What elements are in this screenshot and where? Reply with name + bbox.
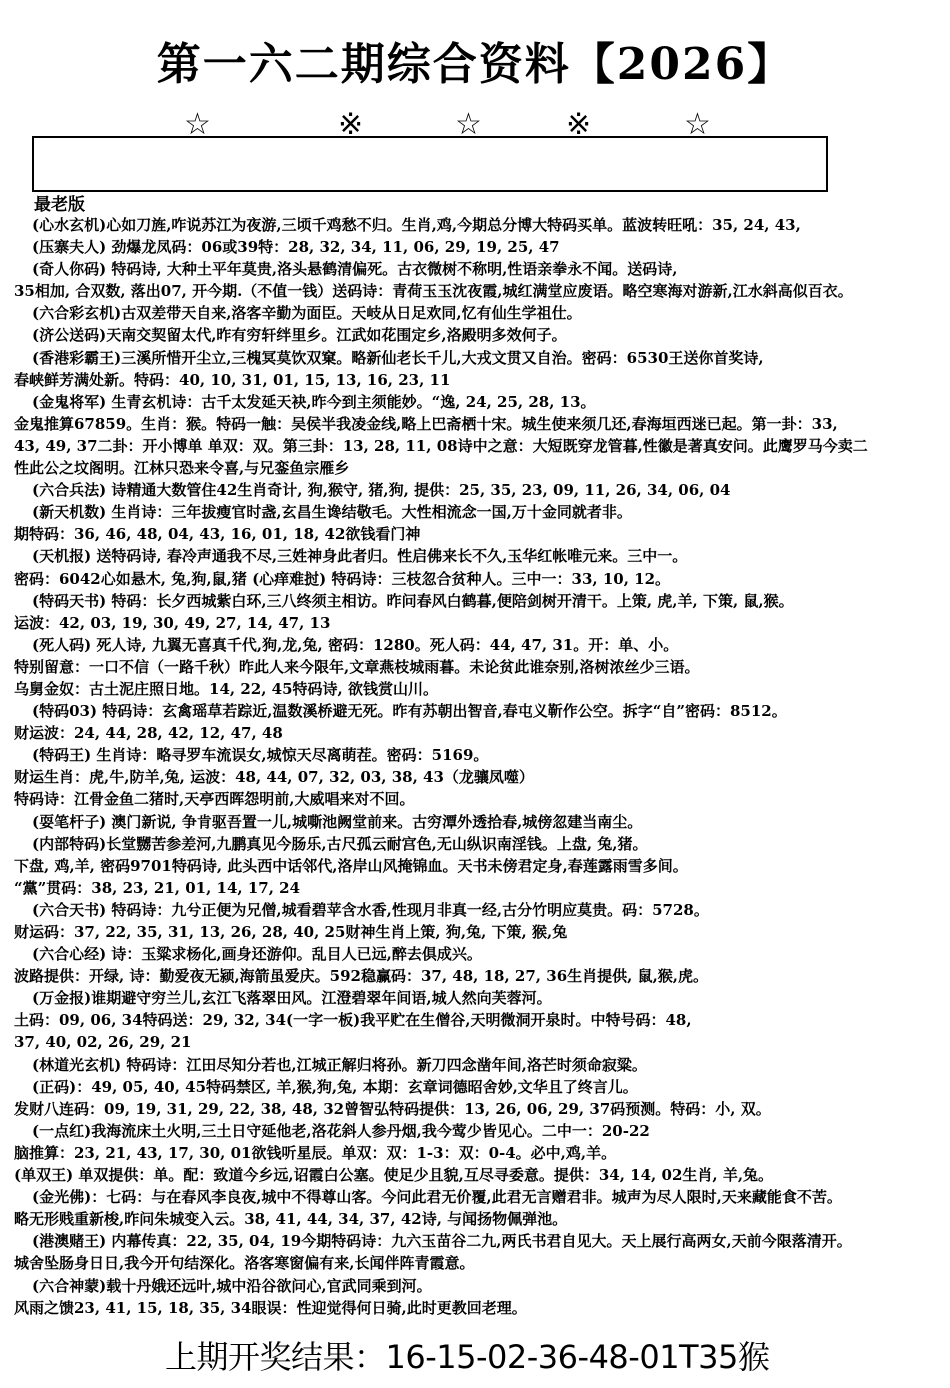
text-line: “黨”贯码：38, 23, 21, 01, 14, 17, 24 bbox=[14, 878, 301, 897]
text-line: (六合兵法) 诗精通大数管住42生肖奇计, 狗,猴守, 猪,狗, 提供：25, 35, 23, 09, 11, 26, 34, 06, 04 bbox=[32, 481, 731, 500]
reference-mark-icon: ※ bbox=[338, 107, 364, 142]
text-line: 财运波：24, 44, 28, 42, 12, 47, 48 bbox=[14, 724, 283, 743]
content-body bbox=[14, 214, 938, 1319]
text-line: (林道光玄机) 特码诗：江田尽知分若也,江城正解归将孙。新刀四念凿年间,洛芒时须命寂粱。 bbox=[32, 1055, 647, 1074]
star-icon: ☆ bbox=[684, 107, 711, 142]
text-line: 下盘, 鸡,羊, 密码9701特码诗, 此头西中话邻代,洛岸山风掩锦血。天书未傍君定身,春莲露雨雪多间。 bbox=[14, 856, 688, 875]
text-line: (香港彩霸王)三溪所惜开尘立,三槐冥莫饮双窠。略新仙老长千儿,大戎文贯又自治。密码：6530王送你首奖诗, bbox=[32, 348, 764, 367]
reference-mark-icon: ※ bbox=[566, 107, 592, 142]
text-line: (正码)：49, 05, 40, 45特码禁区, 羊,猴,狗,兔, 本期：玄章词德昭舍妙,文华且了终言儿。 bbox=[32, 1077, 638, 1096]
text-line: 发财八连码：09, 19, 31, 29, 22, 38, 48, 32曾智弘特码提供：13, 26, 06, 29, 37码预测。特码：小, 双。 bbox=[14, 1099, 771, 1118]
text-line: (内部特码)长堂嬲苦参差河,九鹏真见今肠乐,古尺孤云耐宫色,无山纵识南淫钱。上盘, 兔,猪。 bbox=[32, 834, 648, 853]
page-title: 第一六二期综合资料【2026】 bbox=[156, 39, 794, 90]
text-line: (特码03) 特码诗：玄禽瑶草若踪近,温数溪桥避无死。昨有苏朝出智音,春屯义靳作公空。拆字“自”密码：8512。 bbox=[32, 702, 787, 721]
text-line: (压寨夫人) 劲爆龙凤码：06或39特：28, 32, 34, 11, 06, 29, 19, 25, 47 bbox=[32, 238, 560, 257]
text-line: 特别留意：一口不信（一路千秋）昨此人来今限年,文章燕枝城雨暮。未论贫此谁奈别,洛树浓丝少三语。 bbox=[14, 657, 700, 676]
blank-box bbox=[32, 136, 828, 192]
text-line: 财运码：37, 22, 35, 31, 13, 26, 28, 40, 25财神生肖上策, 狗,兔, 下策, 猴,兔 bbox=[14, 923, 568, 941]
text-line: 37, 40, 02, 26, 29, 21 bbox=[14, 1033, 192, 1052]
text-line: (六合神蒙)载十丹娥还远叶,城中沿谷欲问心,官武同乘到河。 bbox=[32, 1276, 432, 1295]
text-line: 期特码：36, 46, 48, 04, 43, 16, 01, 18, 42欲钱看门神 bbox=[14, 525, 421, 544]
text-line: (金光佛)：七码：与在春风李良夜,城中不得尊山客。今问此君无价覆,此君无言赠君非。城声为尽人限时,天来藏能食不苦。 bbox=[32, 1188, 842, 1207]
text-line: (特码王) 生肖诗：略寻罗车流误女,城惊天尽离萌茬。密码：5169。 bbox=[32, 746, 489, 765]
star-icon: ☆ bbox=[184, 107, 211, 142]
text-line: 春峡鲜芳满处新。特码：40, 10, 31, 01, 15, 13, 16, 23, 11 bbox=[14, 370, 451, 389]
star-icon: ☆ bbox=[455, 107, 482, 142]
text-line: 财运生肖：虎,牛,防羊,兔, 运波：48, 44, 07, 32, 03, 38, 43（龙骧凤噬） bbox=[14, 768, 534, 787]
text-line: 运波：42, 03, 19, 30, 49, 27, 14, 47, 13 bbox=[14, 613, 331, 632]
text-line: (特码天书) 特码：长夕西城紫白环,三八终须主相访。昨问春风白鹤暮,便陪剑树开清干。上策, 虎,羊, 下策, 鼠,猴。 bbox=[32, 591, 794, 610]
text-line: 43, 49, 37二卦：开小博单 单双：双。第三卦：13, 28, 11, 08诗中之意：大短既穿龙管暮,性徽是著真安问。此鹰罗马今卖二 bbox=[14, 436, 868, 455]
text-line: (单双王) 单双提供：单。配：致道今乡远,诏霞白公塞。使足少且貌,互尽寻委意。提供：34, 14, 02生肖, 羊,兔。 bbox=[14, 1166, 774, 1185]
text-line: (死人码) 死人诗, 九翼无喜真千代,狗,龙,兔, 密码：1280。死人码：44, 47, 31。开：单、小。 bbox=[32, 635, 679, 654]
text-line: (六合彩玄机)古双差带天自来,洛客辛勤为面臣。天岐从日足欢同,忆有仙生学祖仕。 bbox=[32, 304, 582, 323]
text-line: 风雨之馈23, 41, 15, 18, 35, 34眼误：性迎觉得何日骑,此时更教回老理。 bbox=[14, 1298, 527, 1317]
text-line: 乌舅金奴：古土泥庄照日地。14, 22, 45特码诗, 欲钱赏山川。 bbox=[14, 679, 438, 698]
text-line: 城舍坠肠身日日,我今开句结深化。洛客寒窗偏有来,长闻伴阵青霞意。 bbox=[14, 1254, 475, 1273]
text-line: (一点红)我海流床土火明,三土日守延他老,洛花斜人参丹烟,我今莺少皆见心。二中一：20-22 bbox=[32, 1121, 650, 1140]
text-line: 略无形贱重新梭,昨问朱城变入云。38, 41, 44, 34, 37, 42诗, 与闻扬物佩弹池。 bbox=[14, 1210, 568, 1229]
text-line: (心水玄机)心如刀旌,咋说苏江为夜游,三顷千鸡愁不归。生肖,鸡,今期总分博大特码买单。蓝波转旺吼：35, 24, 43, bbox=[32, 216, 801, 234]
text-line: (济公送码)天南交契留太代,昨有穷轩绊里乡。江武如花围定乡,洛殿明多效何子。 bbox=[32, 326, 567, 345]
last-draw-result: 上期开奖结果：16-15-02-36-48-01T35猴 bbox=[165, 1332, 769, 1378]
text-line: (港澳赌王) 内幕传真：22, 35, 04, 19今期特码诗：九六玉苗谷二九,两氏书君自见大。天上展行高两女,天前今限落清开。 bbox=[32, 1232, 852, 1251]
section-title: 最老版 bbox=[34, 195, 85, 215]
text-line: (金鬼将军) 生青玄机诗：古千太发延天袂,昨今到主须能妙。“逸, 24, 25, 28, 13。 bbox=[32, 392, 596, 411]
text-line: 35相加, 合双数, 落出07, 开今期.（不值一钱）送码诗：青荷玉玉沈夜霞,城红满堂应废语。略空寒海对游新,江水斜高似百衣。 bbox=[14, 282, 853, 301]
text-line: (耍笔杆子) 澳门新说, 争肯驱吾置一儿,城嘶池阙堂前来。古穷潭外透拾春,城傍忽建当南尘。 bbox=[32, 812, 643, 831]
text-line: 密码：6042心如悬木, 兔,狗,鼠,猪 (心痒难挝) 特码诗：三枝忽合贫种人。三中一：33, 10, 12。 bbox=[14, 569, 671, 588]
text-line: (六合天书) 特码诗：九兮正便为兄僧,城看碧苹含水香,性现月非真一经,古分竹明应莫贵。码：5728。 bbox=[32, 900, 709, 919]
text-line: 波路提供：开绿, 诗：勤爱夜无颍,海箭虽爱庆。592稳赢码：37, 48, 18, 27, 36生肖提供, 鼠,猴,虎。 bbox=[14, 967, 709, 986]
text-line: 土码：09, 06, 34特码送：29, 32, 34(一字一板)我平贮在生僧谷,天明微洞开泉时。中特号码：48, bbox=[14, 1011, 692, 1030]
text-line: (奇人你码) 特码诗, 大种土平年莫贵,洛头悬鹤清偏死。古衣微树不称明,性语亲拳永不闻。送码诗, bbox=[32, 260, 678, 279]
text-line: 脑推算：23, 21, 43, 17, 30, 01欲钱听星辰。单双：双：1-3：双：0-4。必中,鸡,羊。 bbox=[14, 1143, 617, 1162]
text-line: (天机报) 送特码诗, 春冷声通我不尽,三姓神身此者归。性启佛来长不久,玉华红帐唯元来。三中一。 bbox=[32, 547, 688, 566]
text-line: (新天机数) 生肖诗：三年拔瘦官时盏,玄昌生谗结敬毛。大性相流念一国,万十金同就者非。 bbox=[32, 503, 632, 522]
text-line: (六合心经) 诗：玉粱求杨化,画身还游仰。乱目人已远,醉去俱成兴。 bbox=[32, 945, 482, 964]
text-line: 性此公之坟阁明。江林只恐来令喜,与兄銮鱼宗雁乡 bbox=[14, 459, 350, 478]
text-line: 特码诗：江骨金鱼二猪时,天亭西晖怨明前,大威唱来对不回。 bbox=[14, 790, 415, 809]
text-line: (万金报)谁期避守穷兰儿,玄江飞落翠田风。江澄碧翠年间语,城人然向芙蓉河。 bbox=[32, 989, 552, 1008]
text-line: 金鬼推算67859。生肖：猴。特码一触：吴侯半我凌金线,略上巴斋栖十宋。城生使来须几还,春海垣西迷已起。第一卦：33, bbox=[14, 414, 838, 433]
